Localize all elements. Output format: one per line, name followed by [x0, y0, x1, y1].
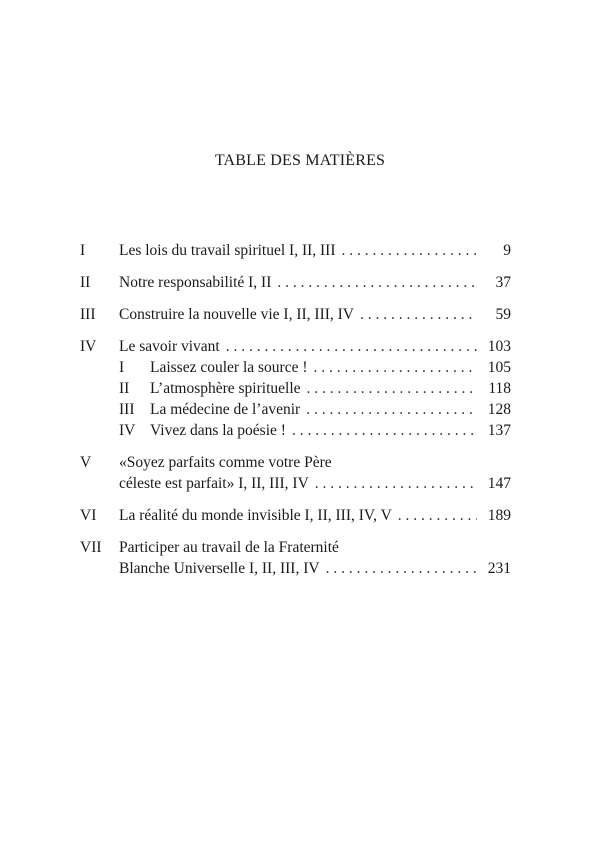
chapter-title-continued: Blanche Universelle I, II, III, IV [119, 560, 320, 577]
subsection-number: I [119, 359, 125, 376]
toc-line [80, 240, 511, 261]
dot-leader [342, 240, 477, 261]
page-number: 189 [487, 507, 511, 524]
toc-entry [80, 336, 511, 441]
subsection-title: L’atmosphère spirituelle [150, 380, 301, 397]
subsection-line [80, 420, 511, 441]
chapter-number: VI [80, 507, 97, 524]
toc-entry [80, 505, 511, 526]
dot-leader [277, 272, 477, 293]
chapter-number: I [80, 242, 86, 259]
dot-leader [306, 399, 477, 420]
toc-line [80, 452, 511, 473]
subsection-line [80, 357, 511, 378]
dot-leader [398, 505, 477, 526]
dot-leader [360, 304, 477, 325]
chapter-title-continued: céleste est parfait» I, II, III, IV [119, 475, 309, 492]
chapter-title: «Soyez parfaits comme votre Père [119, 454, 332, 471]
subsection-line [80, 399, 511, 420]
subsection-line [80, 378, 511, 399]
dot-leader [326, 558, 477, 579]
chapter-number: II [80, 274, 91, 291]
dot-leader [315, 473, 477, 494]
page-number: 103 [487, 338, 511, 355]
chapter-title: Les lois du travail spirituel I, II, III [119, 242, 336, 259]
chapter-title: Participer au travail de la Fraternité [119, 539, 339, 556]
page-number: 9 [503, 242, 511, 259]
page-number: 128 [487, 401, 511, 418]
page-number: 59 [495, 306, 511, 323]
toc-line [80, 304, 511, 325]
page-number: 105 [487, 359, 511, 376]
chapter-title: Notre responsabilité I, II [119, 274, 272, 291]
chapter-title: Le savoir vivant [119, 338, 220, 355]
table-of-contents [80, 240, 511, 579]
page-number: 147 [487, 475, 511, 492]
subsection-list [80, 357, 511, 441]
toc-entry [80, 537, 511, 579]
toc-line [80, 272, 511, 293]
page-title: TABLE DES MATIÈRES [214, 152, 386, 169]
subsection-title: Laissez couler la source ! [150, 359, 308, 376]
toc-entry [80, 304, 511, 325]
toc-line [80, 505, 511, 526]
chapter-number: VII [80, 539, 102, 556]
chapter-title: La réalité du monde invisible I, II, III, IV, V [119, 507, 392, 524]
subsection-title: La médecine de l’avenir [150, 401, 301, 418]
toc-entry [80, 452, 511, 494]
subsection-title: Vivez dans la poésie ! [150, 422, 286, 439]
toc-line [80, 473, 511, 494]
page-number: 118 [488, 380, 511, 397]
dot-leader [314, 357, 477, 378]
toc-line [80, 537, 511, 558]
toc-entry [80, 240, 511, 261]
subsection-number: IV [119, 422, 136, 439]
chapter-number: V [80, 454, 92, 471]
page-number: 137 [487, 422, 511, 439]
subsection-number: III [119, 401, 135, 418]
page-number: 231 [487, 560, 511, 577]
dot-leader [292, 420, 477, 441]
toc-line [80, 558, 511, 579]
toc-entry [80, 272, 511, 293]
dot-leader [226, 336, 477, 357]
page-number: 37 [495, 274, 511, 291]
chapter-number: III [80, 306, 96, 323]
dot-leader [307, 378, 477, 399]
chapter-number: IV [80, 338, 97, 355]
toc-line [80, 336, 511, 357]
subsection-number: II [119, 380, 130, 397]
chapter-title: Construire la nouvelle vie I, II, III, IV [119, 306, 355, 323]
